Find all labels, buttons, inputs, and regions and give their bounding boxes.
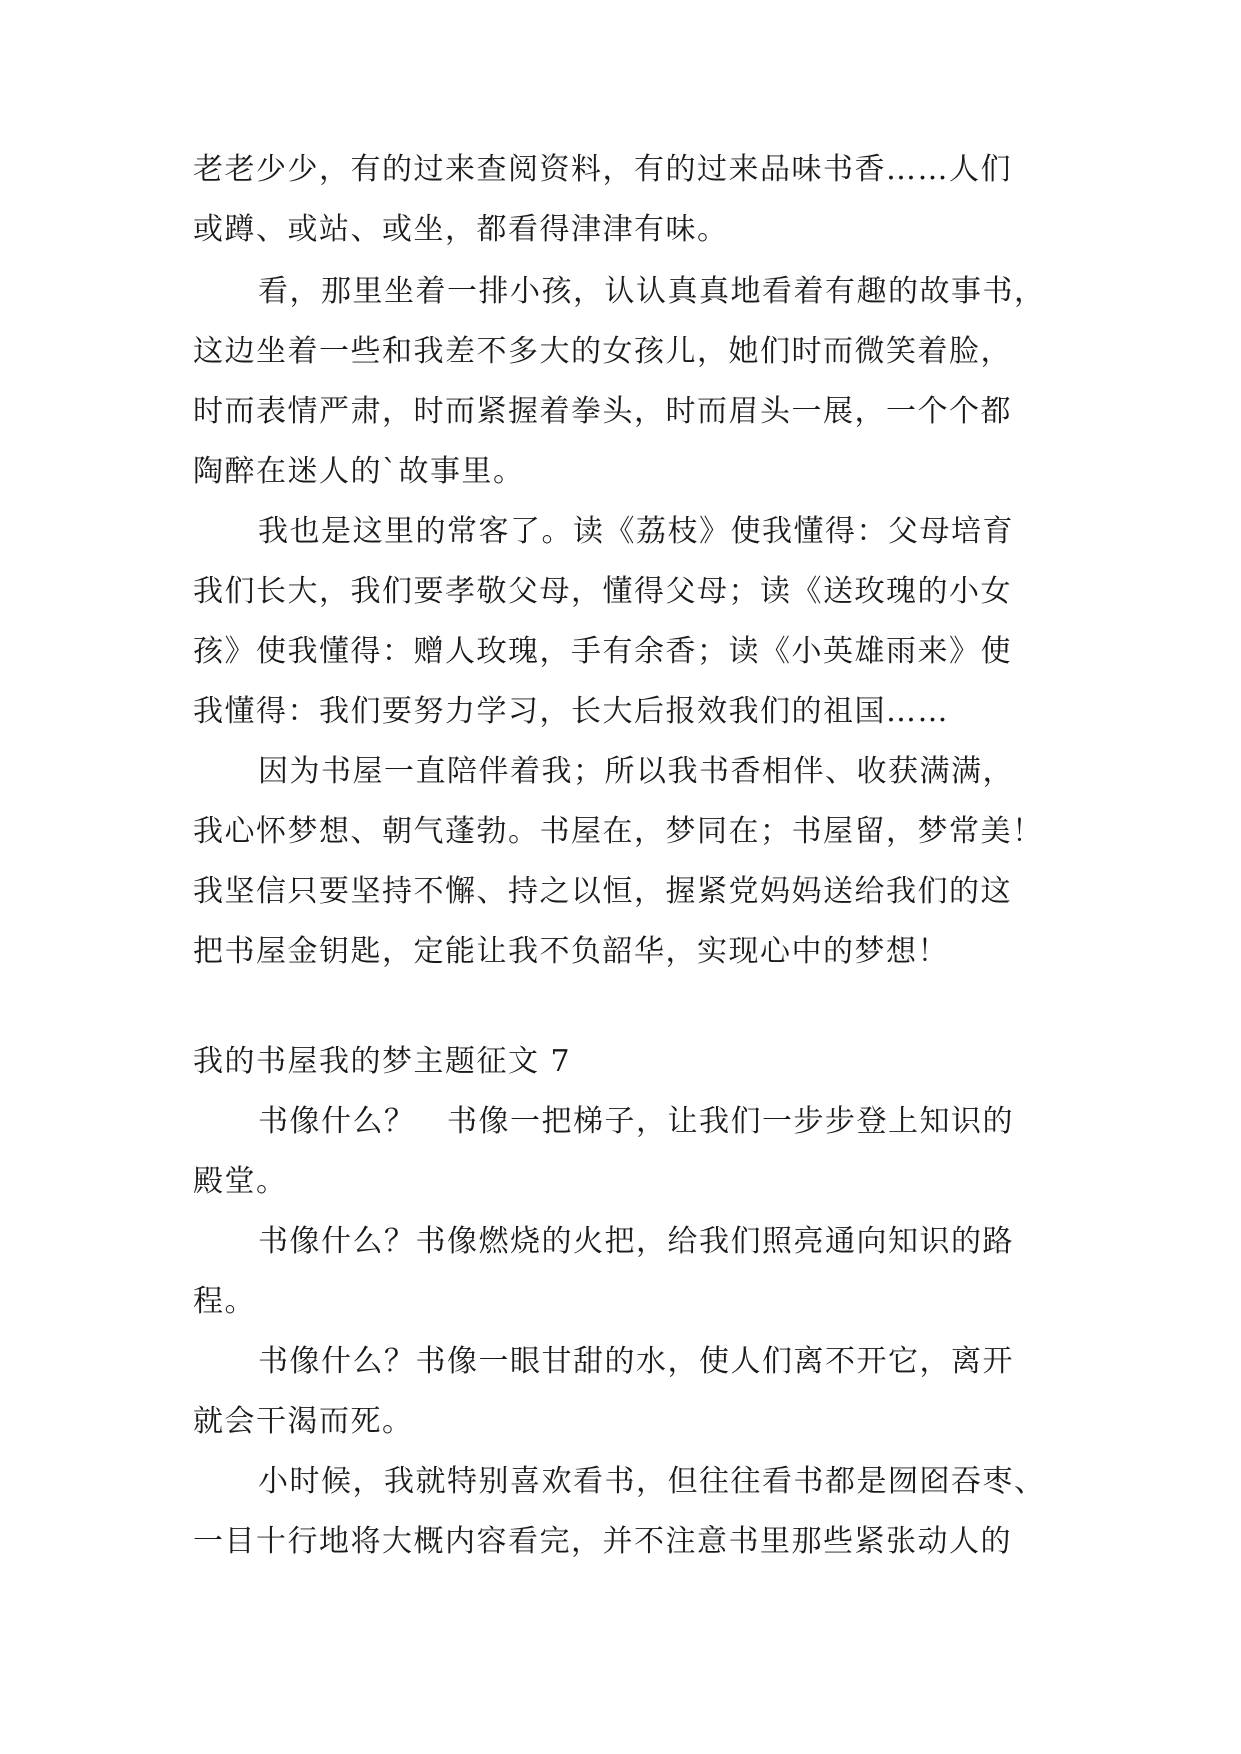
body-text-line: 时而表情严肃，时而紧握着拳头，时而眉头一展，一个个都 <box>193 394 1012 429</box>
paragraph-first-line: 书像什么？书像燃烧的火把，给我们照亮通向知识的路 <box>258 1224 1014 1259</box>
body-text-line: 殿堂。 <box>193 1164 288 1199</box>
body-text-line: 老老少少，有的过来查阅资料，有的过来品味书香……人们 <box>193 152 1012 187</box>
body-text-line: 我懂得：我们要努力学习，长大后报效我们的祖国…… <box>193 694 949 729</box>
section-title: 我的书屋我的梦主题征文 7 <box>193 1044 572 1079</box>
body-text-line: 孩》使我懂得：赠人玫瑰，手有余香；读《小英雄雨来》使 <box>193 634 1012 669</box>
body-text-line: 一目十行地将大概内容看完，并不注意书里那些紧张动人的 <box>193 1524 1012 1559</box>
body-text-line: 把书屋金钥匙，定能让我不负韶华，实现心中的梦想！ <box>193 934 949 969</box>
body-text-line: 我心怀梦想、朝气蓬勃。书屋在，梦同在；书屋留，梦常美！ <box>193 814 1044 849</box>
paragraph-first-line: 看，那里坐着一排小孩，认认真真地看着有趣的故事书， <box>258 274 1046 309</box>
body-text-line: 陶醉在迷人的`故事里。 <box>193 454 525 489</box>
paragraph-first-line: 书像什么？书像一眼甘甜的水，使人们离不开它，离开 <box>258 1344 1014 1379</box>
paragraph-first-line: 因为书屋一直陪伴着我；所以我书香相伴、收获满满， <box>258 754 1014 789</box>
body-text-line: 我们长大，我们要孝敬父母，懂得父母；读《送玫瑰的小女 <box>193 574 1012 609</box>
body-text-line: 程。 <box>193 1284 256 1319</box>
paragraph-first-line: 小时候，我就特别喜欢看书，但往往看书都是囫囵吞枣、 <box>258 1464 1046 1499</box>
body-text-line: 就会干渴而死。 <box>193 1404 414 1439</box>
paragraph-first-line: 我也是这里的常客了。读《荔枝》使我懂得：父母培育 <box>258 514 1014 549</box>
paragraph-first-line: 书像什么？ 书像一把梯子，让我们一步步登上知识的 <box>258 1104 1014 1139</box>
body-text-line: 这边坐着一些和我差不多大的女孩儿，她们时而微笑着脸， <box>193 334 1012 369</box>
body-text-line: 我坚信只要坚持不懈、持之以恒，握紧党妈妈送给我们的这 <box>193 874 1012 909</box>
body-text-line: 或蹲、或站、或坐，都看得津津有味。 <box>193 212 729 247</box>
